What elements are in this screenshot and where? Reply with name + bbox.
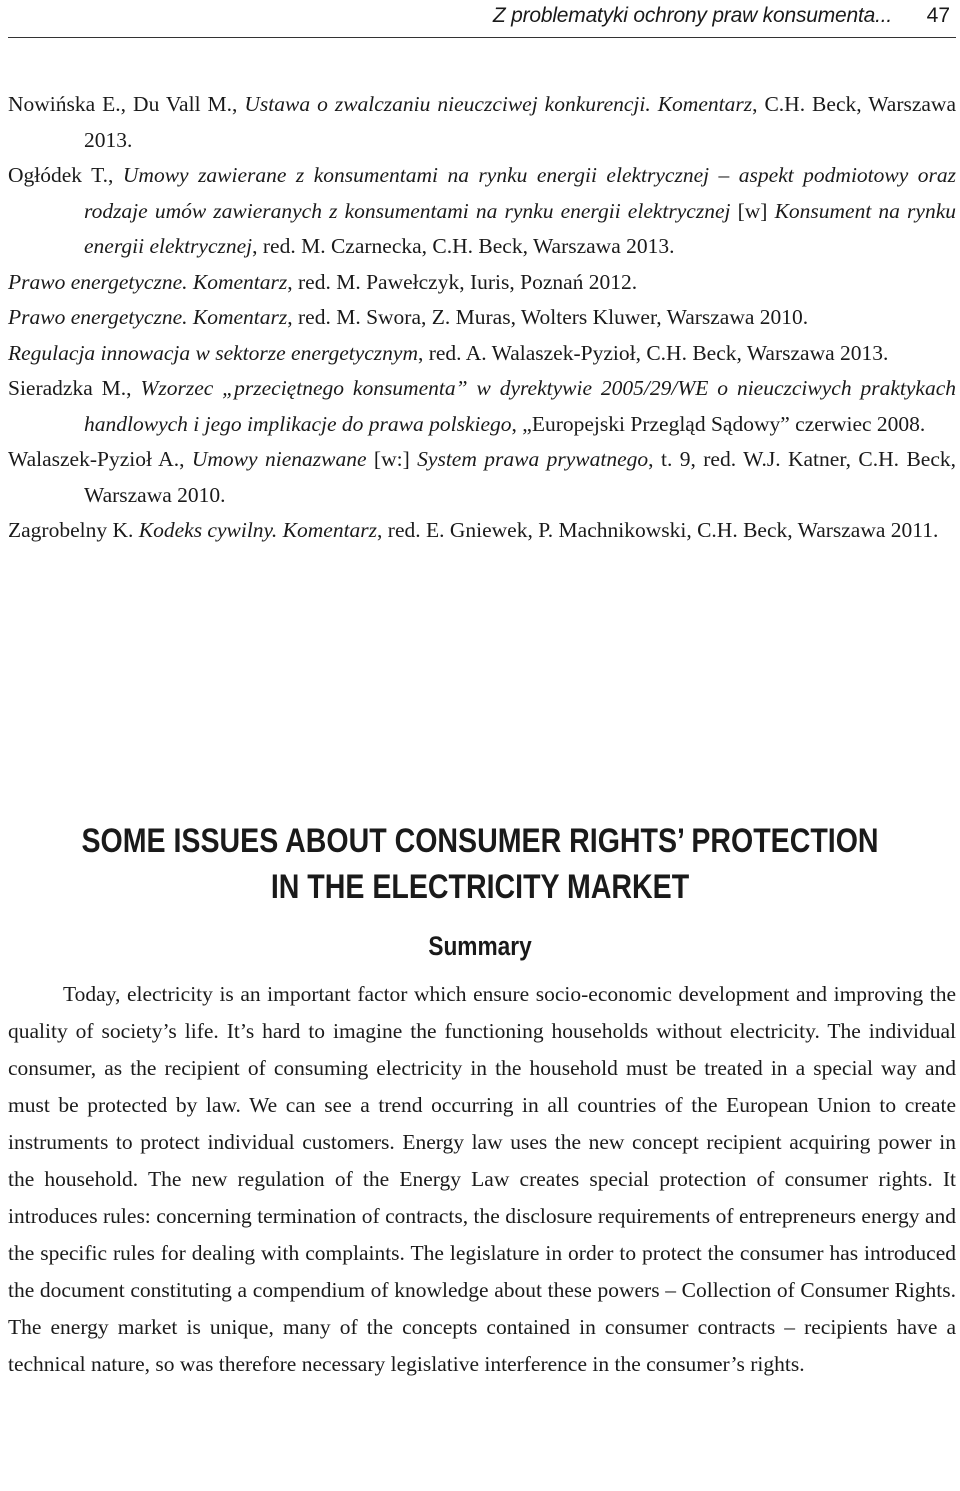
bibliography-entry: Sieradzka M., Wzorzec „przeciętnego konsumenta” w dyrektywie 2005/29/WE o nieuczciwych praktykach handlowych i jego implikacje do prawa polskiego, „Europejski Przegląd Sądowy” czerwiec 2008. <box>8 376 956 436</box>
running-title: Z problematyki ochrony praw konsumenta... <box>492 4 892 27</box>
article-title-line-1: SOME ISSUES ABOUT CONSUMER RIGHTS’ PROTECTION <box>81 822 879 860</box>
bibliography-entry: Zagrobelny K. Kodeks cywilny. Komentarz, red. E. Gniewek, P. Machnikowski, C.H. Beck, Warszawa 2011. <box>8 518 939 542</box>
article-title <box>77 818 883 910</box>
bibliography-entry: Ogłódek T., Umowy zawierane z konsumentami na rynku energii elektrycznej – aspekt podmiotowy oraz rodzaje umów zawieranych z konsumentami na rynku energii elektrycznej [w] Konsument na rynku energii elektrycznej, red. M. Czarnecka, C.H. Beck, Warszawa 2013. <box>8 163 956 258</box>
page-number: 47 <box>926 4 950 27</box>
article-title-line-2: IN THE ELECTRICITY MARKET <box>270 868 690 906</box>
bibliography <box>8 87 956 549</box>
summary-heading: Summary <box>428 931 532 961</box>
running-header <box>8 0 954 36</box>
bibliography-entry: Prawo energetyczne. Komentarz, red. M. Pawełczyk, Iuris, Poznań 2012. <box>8 269 638 294</box>
bibliography-entry: Walaszek-Pyzioł A., Umowy nienazwane [w:] System prawa prywatnego, t. 9, red. W.J. Katner, C.H. Beck, Warszawa 2010. <box>8 447 956 507</box>
bibliography-entry: Regulacja innowacja w sektorze energetycznym, red. A. Walaszek-Pyzioł, C.H. Beck, Warszawa 2013. <box>8 340 889 365</box>
header-rule <box>8 37 956 38</box>
bibliography-entry: Prawo energetyczne. Komentarz, red. M. Swora, Z. Muras, Wolters Kluwer, Warszawa 2010. <box>8 305 809 329</box>
bibliography-entry: Nowińska E., Du Vall M., Ustawa o zwalczaniu nieuczciwej konkurencji. Komentarz, C.H. Beck, Warszawa 2013. <box>8 92 957 152</box>
summary-paragraph: Today, electricity is an important factor which ensure socio-economic development and improving the quality of society’s life. It’s hard to imagine the functioning households without electricity. The individual consumer, as the recipient of consuming electricity in the household must be treated in a special way and must be protected by law. We can see a trend occurring in all countries of the European Union to create instruments to protect individual customers. Energy law uses the new concept recipient acquiring power in the household. The new regulation of the Energy Law creates special protection of consumer rights. It introduces rules: concerning termination of contracts, the disclosure requirements of entrepreneurs energy and the specific rules for dealing with complaints. The legislature in order to protect the consumer has introduced the document constituting a compendium of knowledge about these powers – Collection of Consumer Rights. The energy market is unique, many of the concepts contained in consumer contracts – recipients have a technical nature, so was therefore necessary legislative interference in the consumer’s rights. <box>8 982 956 1376</box>
